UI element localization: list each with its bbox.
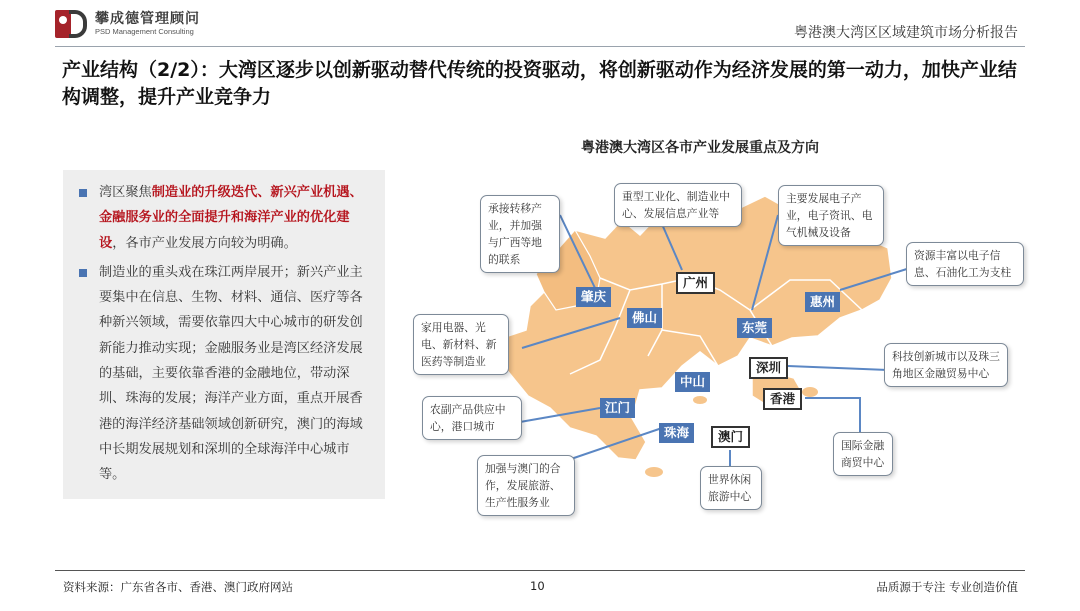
city-label-zhongshan: 中山 (675, 372, 710, 392)
footer-slogan: 品质源于专注 专业创造价值 (876, 580, 1018, 594)
city-label-guangzhou: 广州 (676, 272, 715, 294)
callout-zhaoqing: 承接转移产业，并加强与广西等地的联系 (480, 195, 560, 273)
footer-divider (55, 570, 1025, 571)
bullet1-highlight: 制造业的升级迭代、新兴产业机遇、金融服务业的全面提升和海洋产业的优化建设 (99, 185, 363, 251)
header-divider (55, 46, 1025, 47)
bullet-item (79, 180, 375, 256)
callout-macau: 世界休闲旅游中心 (700, 466, 762, 510)
city-label-zhuhai: 珠海 (659, 423, 694, 443)
psd-logo-icon (55, 8, 89, 40)
bullet2-text: 制造业的重头戏在珠江两岸展开；新兴产业主要集中在信息、生物、材料、通信、医疗等各种新兴领域，需要依靠四大中心城市的研发创新能力推动实现；金融服务业是湾区经济发展的基础，主要依靠香港的金融地位，带动深圳、珠海的发展；海洋产业方面，重点开展香港的海洋经济基础领域创新研究，澳门的海域中长期发展规划和深圳的全球海洋中心城市等。 (99, 264, 363, 483)
logo-chinese-name: 攀成德管理顾问 (95, 11, 200, 28)
callout-guangzhou: 重型工业化、制造业中心、发展信息产业等 (614, 183, 742, 227)
city-label-huizhou: 惠州 (805, 292, 840, 312)
callout-shenzhen: 科技创新城市以及珠三角地区金融贸易中心 (884, 343, 1008, 387)
callout-dongguan: 主要发展电子产业，电子资讯、电气机械及设备 (778, 185, 884, 246)
map-island (802, 387, 818, 397)
city-label-jiangmen: 江门 (600, 398, 635, 418)
slide-headline: 产业结构（2/2）：大湾区逐步以创新驱动替代传统的投资驱动，将创新驱动作为经济发展的第一动力，加快产业结构调整，提升产业竞争力 (62, 59, 1017, 108)
callout-hongkong: 国际金融商贸中心 (833, 432, 893, 476)
map-title: 粤港澳大湾区各市产业发展重点及方向 (581, 140, 819, 156)
logo-english-name: PSD Management Consulting (95, 26, 194, 36)
callout-foshan: 家用电器、光电、新材料、新医药等制造业 (413, 314, 509, 375)
company-logo (55, 8, 200, 40)
map-island (645, 467, 663, 477)
callout-huizhou: 资源丰富以电子信息、石油化工为支柱 (906, 242, 1024, 286)
bullet-item (79, 260, 375, 488)
summary-panel (63, 170, 385, 499)
report-title: 粤港澳大湾区区域建筑市场分析报告 (794, 25, 1018, 41)
callout-jiangmen: 农副产品供应中心，港口城市 (422, 396, 522, 440)
city-label-foshan: 佛山 (627, 308, 662, 328)
callout-zhuhai: 加强与澳门的合作，发展旅游、生产性服务业 (477, 455, 575, 516)
bullet1-suffix: ，各市产业发展方向较为明确。 (112, 235, 297, 251)
city-label-zhaoqing: 肇庆 (576, 287, 611, 307)
source-note: 资料来源：广东省各市、香港、澳门政府网站 (63, 580, 293, 594)
square-bullet-icon (79, 269, 87, 277)
connector-shenzhen (788, 366, 888, 370)
city-label-shenzhen: 深圳 (749, 357, 788, 379)
city-label-macau: 澳门 (711, 426, 750, 448)
page-number: 10 (530, 579, 545, 593)
bullet1-prefix: 湾区聚焦 (99, 185, 152, 200)
city-label-hongkong: 香港 (763, 388, 802, 410)
city-label-dongguan: 东莞 (737, 318, 772, 338)
map-island (693, 396, 707, 404)
square-bullet-icon (79, 189, 87, 197)
